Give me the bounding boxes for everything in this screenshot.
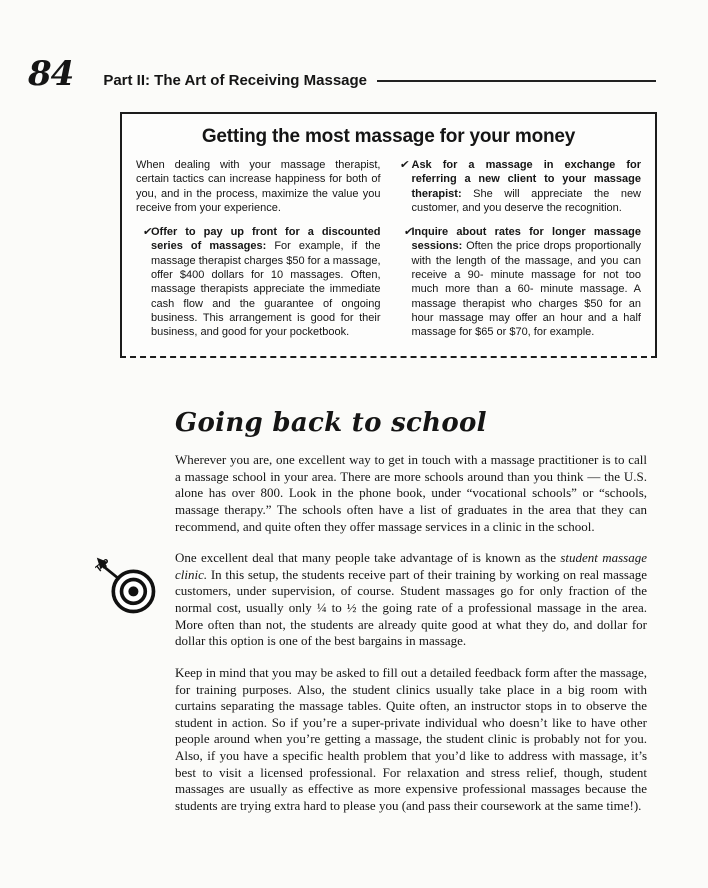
check-bullet-icon: ✔ (142, 225, 154, 239)
tip-block (95, 550, 647, 650)
section-heading: Going back to school (175, 408, 487, 438)
sidebar-title: Getting the most massage for your money (201, 126, 576, 147)
tip-icon (95, 554, 159, 616)
sidebar-column-left (136, 158, 381, 340)
running-head-title: Part II: The Art of Receiving Massage (103, 72, 368, 89)
header-rule (377, 80, 656, 82)
bullet-item (136, 225, 381, 339)
tip-text-after: In this setup, the students receive part of their training by working on real massage customers, under supervision, of course. Student massages go for only fraction of the normal cost, usually only ¼ to ½ the going rate of a professional massage in the area. More often than not, the students are already quite good at what they do, and dollar for dollar this option is one of the best bargains in massage. (175, 566, 647, 649)
sidebar-columns (136, 158, 641, 340)
bullet-lead: Ask for a massage in exchange for referring a new client to your massage therapist: (411, 159, 641, 200)
bullet-body (412, 225, 642, 339)
body-paragraph-1: Wherever you are, one excellent way to get in touch with a massage practitioner is to call a massage school in your area. There are more schools around than you think — the U.S. alone has over 800. Look in the phone book, under “vocational schools” or “schools, massage therapy.” The schools often have a list of graduates in the area that they can recommend, and quite often they offer massage services in a clinic in the school. (175, 452, 647, 534)
sidebar-column-right (397, 158, 642, 340)
bullet-lead: Inquire about rates for longer massage sessions: (411, 226, 641, 253)
body-paragraph-3: Keep in mind that you may be asked to fill out a detailed feedback form after the massage, for training purposes. Also, the student clinics usually take place in a big room with curtains separating the massage tables. Quite often, an instructor stops in to observe the student in action. So if you’re a super-private individual who doesn’t like to have other people around when you’re getting a massage, the student clinic is probably not for you. Also, if you have a specific health problem that you’d like to address with massage, it’s best to visit a licensed professional. For relaxation and stress relief, though, student massages are usually as effective as more expensive professional massages because the students are trying extra hard to please you (and pass their coursework at the same time!). (175, 664, 647, 813)
page-number: 84 (28, 54, 74, 94)
bullet-item (397, 225, 642, 339)
tip-paragraph (175, 550, 647, 650)
bullet-text: Often the price drops proportionally with the length of the massage, and you can receive a 90- minute massage for not too much more than a 60- minute massage. A massage therapist who charges $50 for an hour massage may offer an hour and a half massage for $65 or $70, for example. (411, 240, 641, 339)
bullet-body (412, 158, 642, 215)
sidebar-intro: When dealing with your massage therapist, certain tactics can increase happiness for both of you, and in the process, maximize the value you receive from your experience. (136, 159, 381, 214)
check-bullet-icon: ✔ (398, 158, 410, 171)
tip-text-italic: student massage clinic. (175, 550, 647, 582)
tip-target-icon (95, 554, 159, 616)
bullet-text: For example, if the massage therapist charges $50 for a massage, offer $400 dollars for 10 massages. Often, massage therapists appreciate the immediate cash flow and the guarantee of ongoing business. This arrangement is good for their business, and good for your pocketbook. (151, 240, 381, 339)
bullet-body (151, 225, 381, 339)
bullet-text: She will appreciate the new customer, and you deserve the recognition. (411, 187, 641, 214)
bullet-item (397, 158, 642, 215)
bullet-lead: Offer to pay up front for a discounted series of massages: (151, 226, 381, 253)
tip-text-before: One excellent deal that many people take advantage of is known as the (175, 550, 561, 566)
tip-label: TIP (95, 557, 113, 576)
running-header (28, 54, 656, 94)
check-bullet-icon: ✔ (402, 225, 414, 239)
sidebar-box (120, 112, 657, 358)
main-column (95, 408, 647, 830)
